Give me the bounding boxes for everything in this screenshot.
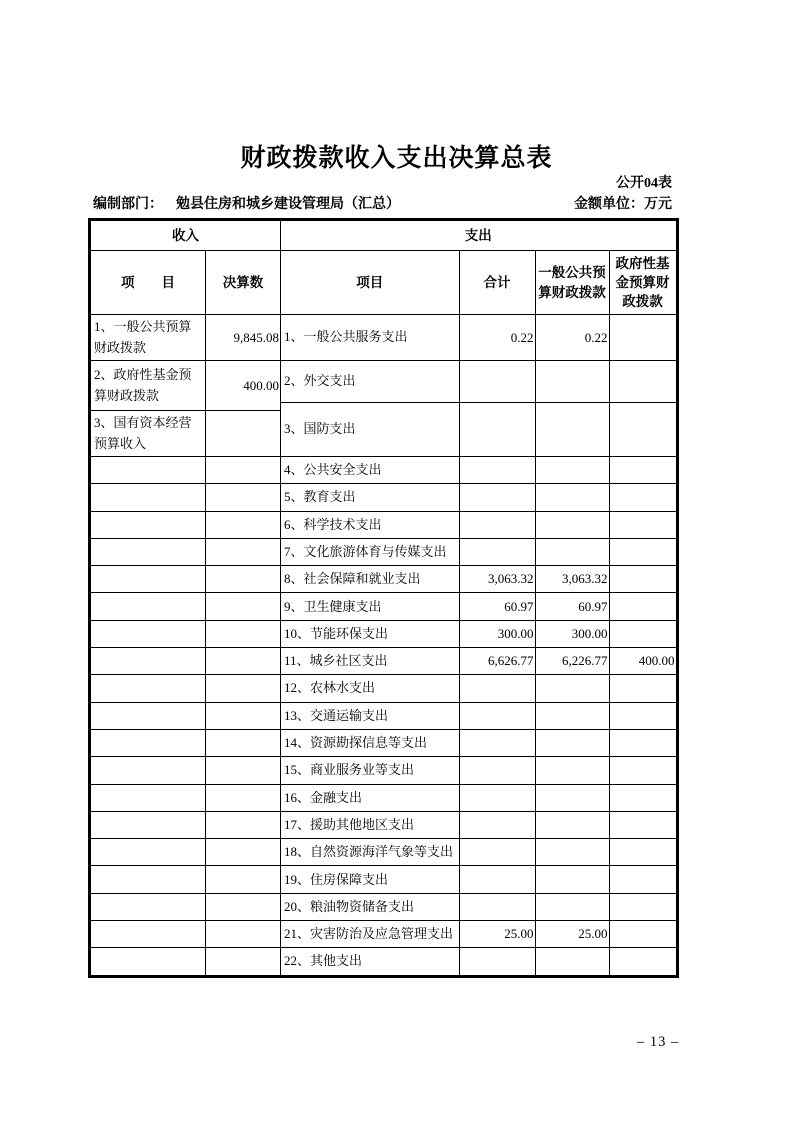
expenditure-header-row [281, 251, 676, 315]
exp-general-cell [535, 702, 609, 729]
exp-general-cell [535, 839, 609, 866]
income-item-cell [91, 538, 206, 565]
income-row [91, 866, 281, 893]
exp-fund-cell: 400.00 [609, 648, 676, 675]
expenditure-row [281, 511, 676, 538]
income-amount-cell [206, 866, 281, 893]
exp-item-cell: 14、资源勘探信息等支出 [281, 729, 459, 756]
income-row [91, 921, 281, 948]
expenditure-table [281, 220, 677, 976]
exp-general-cell [535, 403, 609, 457]
exp-general-cell [535, 784, 609, 811]
income-row [91, 948, 281, 975]
exp-general-cell [535, 361, 609, 403]
expenditure-row [281, 620, 676, 647]
prepared-by-label: 编制部门： [93, 197, 163, 212]
income-amount-cell: 9,845.08 [206, 315, 281, 361]
expenditure-row [281, 484, 676, 511]
exp-item-cell: 4、公共安全支出 [281, 457, 459, 484]
income-item-cell [91, 784, 206, 811]
expenditure-row [281, 784, 676, 811]
expenditure-row [281, 948, 676, 975]
income-amount-cell [206, 566, 281, 593]
income-amount-cell [206, 757, 281, 784]
summary-table [88, 218, 679, 978]
exp-fund-cell [609, 593, 676, 620]
exp-fund-cell [609, 757, 676, 784]
income-item-cell [91, 921, 206, 948]
expenditure-row [281, 593, 676, 620]
income-amount-cell [206, 811, 281, 838]
amount-unit: 金额单位：万元 [574, 197, 672, 212]
exp-general-cell [535, 893, 609, 920]
income-amount-cell [206, 411, 281, 457]
exp-item-cell: 12、农林水支出 [281, 675, 459, 702]
exp-fund-cell [609, 566, 676, 593]
expenditure-section-header: 支出 [281, 221, 676, 251]
exp-item-cell: 11、城乡社区支出 [281, 648, 459, 675]
income-item-cell [91, 702, 206, 729]
income-item-cell [91, 729, 206, 756]
exp-fund-cell [609, 361, 676, 403]
exp-fund-cell [609, 948, 676, 975]
exp-item-cell: 1、一般公共服务支出 [281, 315, 459, 361]
income-item-cell: 1、一般公共预算财政拨款 [91, 315, 206, 361]
exp-item-cell: 15、商业服务业等支出 [281, 757, 459, 784]
exp-item-cell: 13、交通运输支出 [281, 702, 459, 729]
income-row [91, 648, 281, 675]
expenditure-row [281, 866, 676, 893]
exp-general-cell: 25.00 [535, 921, 609, 948]
exp-item-cell: 10、节能环保支出 [281, 620, 459, 647]
expenditure-row [281, 538, 676, 565]
exp-total-cell [459, 784, 535, 811]
exp-total-cell [459, 839, 535, 866]
exp-item-cell: 9、卫生健康支出 [281, 593, 459, 620]
exp-total-cell [459, 893, 535, 920]
income-row [91, 484, 281, 511]
page-number: – 13 – [637, 1034, 680, 1050]
exp-general-cell: 0.22 [535, 315, 609, 361]
exp-total-cell: 0.22 [459, 315, 535, 361]
exp-fund-cell [609, 538, 676, 565]
income-row [91, 893, 281, 920]
exp-item-cell: 8、社会保障和就业支出 [281, 566, 459, 593]
exp-fund-cell [609, 702, 676, 729]
exp-item-cell: 20、粮油物资储备支出 [281, 893, 459, 920]
expenditure-row [281, 839, 676, 866]
expenditure-row [281, 811, 676, 838]
exp-total-cell [459, 675, 535, 702]
exp-total-cell [459, 403, 535, 457]
exp-item-cell: 16、金融支出 [281, 784, 459, 811]
income-row [91, 361, 281, 411]
expenditure-row [281, 457, 676, 484]
exp-col-total: 合计 [459, 251, 535, 315]
expenditure-row [281, 648, 676, 675]
income-amount-cell [206, 511, 281, 538]
income-row [91, 729, 281, 756]
exp-total-cell: 300.00 [459, 620, 535, 647]
income-item-cell [91, 675, 206, 702]
exp-total-cell [459, 457, 535, 484]
income-item-cell [91, 839, 206, 866]
income-amount-cell [206, 675, 281, 702]
income-amount-cell [206, 702, 281, 729]
exp-item-cell: 3、国防支出 [281, 403, 459, 457]
exp-general-cell [535, 948, 609, 975]
expenditure-row [281, 566, 676, 593]
expenditure-row [281, 315, 676, 361]
prepared-by-value: 勉县住房和城乡建设管理局（汇总） [176, 197, 400, 212]
exp-item-cell: 19、住房保障支出 [281, 866, 459, 893]
exp-general-cell [535, 538, 609, 565]
exp-fund-cell [609, 484, 676, 511]
exp-total-cell [459, 511, 535, 538]
income-col-item: 项 目 [91, 251, 206, 315]
exp-general-cell [535, 511, 609, 538]
exp-general-cell [535, 484, 609, 511]
income-item-cell [91, 948, 206, 975]
income-amount-cell [206, 948, 281, 975]
exp-total-cell: 60.97 [459, 593, 535, 620]
exp-general-cell [535, 757, 609, 784]
income-row [91, 620, 281, 647]
exp-fund-cell [609, 620, 676, 647]
exp-item-cell: 21、灾害防治及应急管理支出 [281, 921, 459, 948]
exp-col-general: 一般公共预算财政拨款 [535, 251, 609, 315]
exp-total-cell [459, 866, 535, 893]
income-amount-cell [206, 620, 281, 647]
exp-total-cell: 3,063.32 [459, 566, 535, 593]
income-table [90, 220, 281, 976]
income-item-cell [91, 457, 206, 484]
exp-general-cell [535, 729, 609, 756]
income-row [91, 411, 281, 457]
expenditure-row [281, 361, 676, 403]
income-row [91, 811, 281, 838]
income-item-cell [91, 566, 206, 593]
income-row [91, 315, 281, 361]
income-row [91, 593, 281, 620]
exp-fund-cell [609, 893, 676, 920]
income-row [91, 784, 281, 811]
exp-item-cell: 7、文化旅游体育与传媒支出 [281, 538, 459, 565]
income-item-cell [91, 593, 206, 620]
income-item-cell [91, 811, 206, 838]
exp-total-cell: 6,626.77 [459, 648, 535, 675]
income-row [91, 457, 281, 484]
exp-item-cell: 5、教育支出 [281, 484, 459, 511]
expenditure-row [281, 921, 676, 948]
exp-fund-cell [609, 921, 676, 948]
exp-item-cell: 22、其他支出 [281, 948, 459, 975]
income-amount-cell [206, 648, 281, 675]
exp-total-cell [459, 484, 535, 511]
exp-general-cell [535, 675, 609, 702]
expenditure-row [281, 893, 676, 920]
income-amount-cell [206, 784, 281, 811]
exp-item-cell: 17、援助其他地区支出 [281, 811, 459, 838]
income-row [91, 757, 281, 784]
income-row [91, 566, 281, 593]
exp-general-cell [535, 457, 609, 484]
exp-item-cell: 2、外交支出 [281, 361, 459, 403]
income-item-cell [91, 866, 206, 893]
exp-fund-cell [609, 675, 676, 702]
exp-fund-cell [609, 784, 676, 811]
meta-row [93, 193, 672, 213]
exp-general-cell: 6,226.77 [535, 648, 609, 675]
income-amount-cell [206, 457, 281, 484]
income-item-cell [91, 757, 206, 784]
income-row [91, 839, 281, 866]
expenditure-row [281, 675, 676, 702]
income-amount-cell: 400.00 [206, 361, 281, 411]
exp-fund-cell [609, 511, 676, 538]
income-item-cell [91, 893, 206, 920]
income-section-header: 收入 [91, 221, 281, 251]
income-row [91, 511, 281, 538]
exp-col-item: 项目 [281, 251, 459, 315]
page-title: 财政拨款收入支出决算总表 [240, 145, 553, 172]
income-amount-cell [206, 921, 281, 948]
income-col-amount: 决算数 [206, 251, 281, 315]
income-amount-cell [206, 593, 281, 620]
exp-general-cell: 300.00 [535, 620, 609, 647]
exp-item-cell: 6、科学技术支出 [281, 511, 459, 538]
income-amount-cell [206, 839, 281, 866]
income-row [91, 702, 281, 729]
exp-fund-cell [609, 811, 676, 838]
exp-total-cell: 25.00 [459, 921, 535, 948]
exp-total-cell [459, 811, 535, 838]
income-row [91, 538, 281, 565]
income-header-row [91, 251, 281, 315]
expenditure-row [281, 757, 676, 784]
exp-total-cell [459, 702, 535, 729]
expenditure-row [281, 729, 676, 756]
income-item-cell [91, 620, 206, 647]
income-item-cell: 2、政府性基金预算财政拨款 [91, 361, 206, 411]
exp-fund-cell [609, 457, 676, 484]
exp-total-cell [459, 538, 535, 565]
table-number: 公开04表 [616, 176, 672, 191]
exp-general-cell: 3,063.32 [535, 566, 609, 593]
exp-fund-cell [609, 839, 676, 866]
income-item-cell: 3、国有资本经营预算收入 [91, 411, 206, 457]
prepared-by [93, 193, 400, 213]
exp-fund-cell [609, 403, 676, 457]
exp-general-cell [535, 866, 609, 893]
exp-fund-cell [609, 315, 676, 361]
expenditure-section-row [281, 221, 676, 251]
expenditure-row [281, 403, 676, 457]
income-amount-cell [206, 538, 281, 565]
expenditure-row [281, 702, 676, 729]
exp-general-cell: 60.97 [535, 593, 609, 620]
exp-fund-cell [609, 729, 676, 756]
exp-general-cell [535, 811, 609, 838]
income-item-cell [91, 511, 206, 538]
exp-total-cell [459, 361, 535, 403]
exp-total-cell [459, 948, 535, 975]
exp-item-cell: 18、自然资源海洋气象等支出 [281, 839, 459, 866]
income-section-row [91, 221, 281, 251]
income-row [91, 675, 281, 702]
income-item-cell [91, 648, 206, 675]
income-amount-cell [206, 729, 281, 756]
income-amount-cell [206, 893, 281, 920]
exp-fund-cell [609, 866, 676, 893]
exp-col-fund: 政府性基金预算财政拨款 [609, 251, 676, 315]
income-amount-cell [206, 484, 281, 511]
exp-total-cell [459, 729, 535, 756]
income-item-cell [91, 484, 206, 511]
exp-total-cell [459, 757, 535, 784]
